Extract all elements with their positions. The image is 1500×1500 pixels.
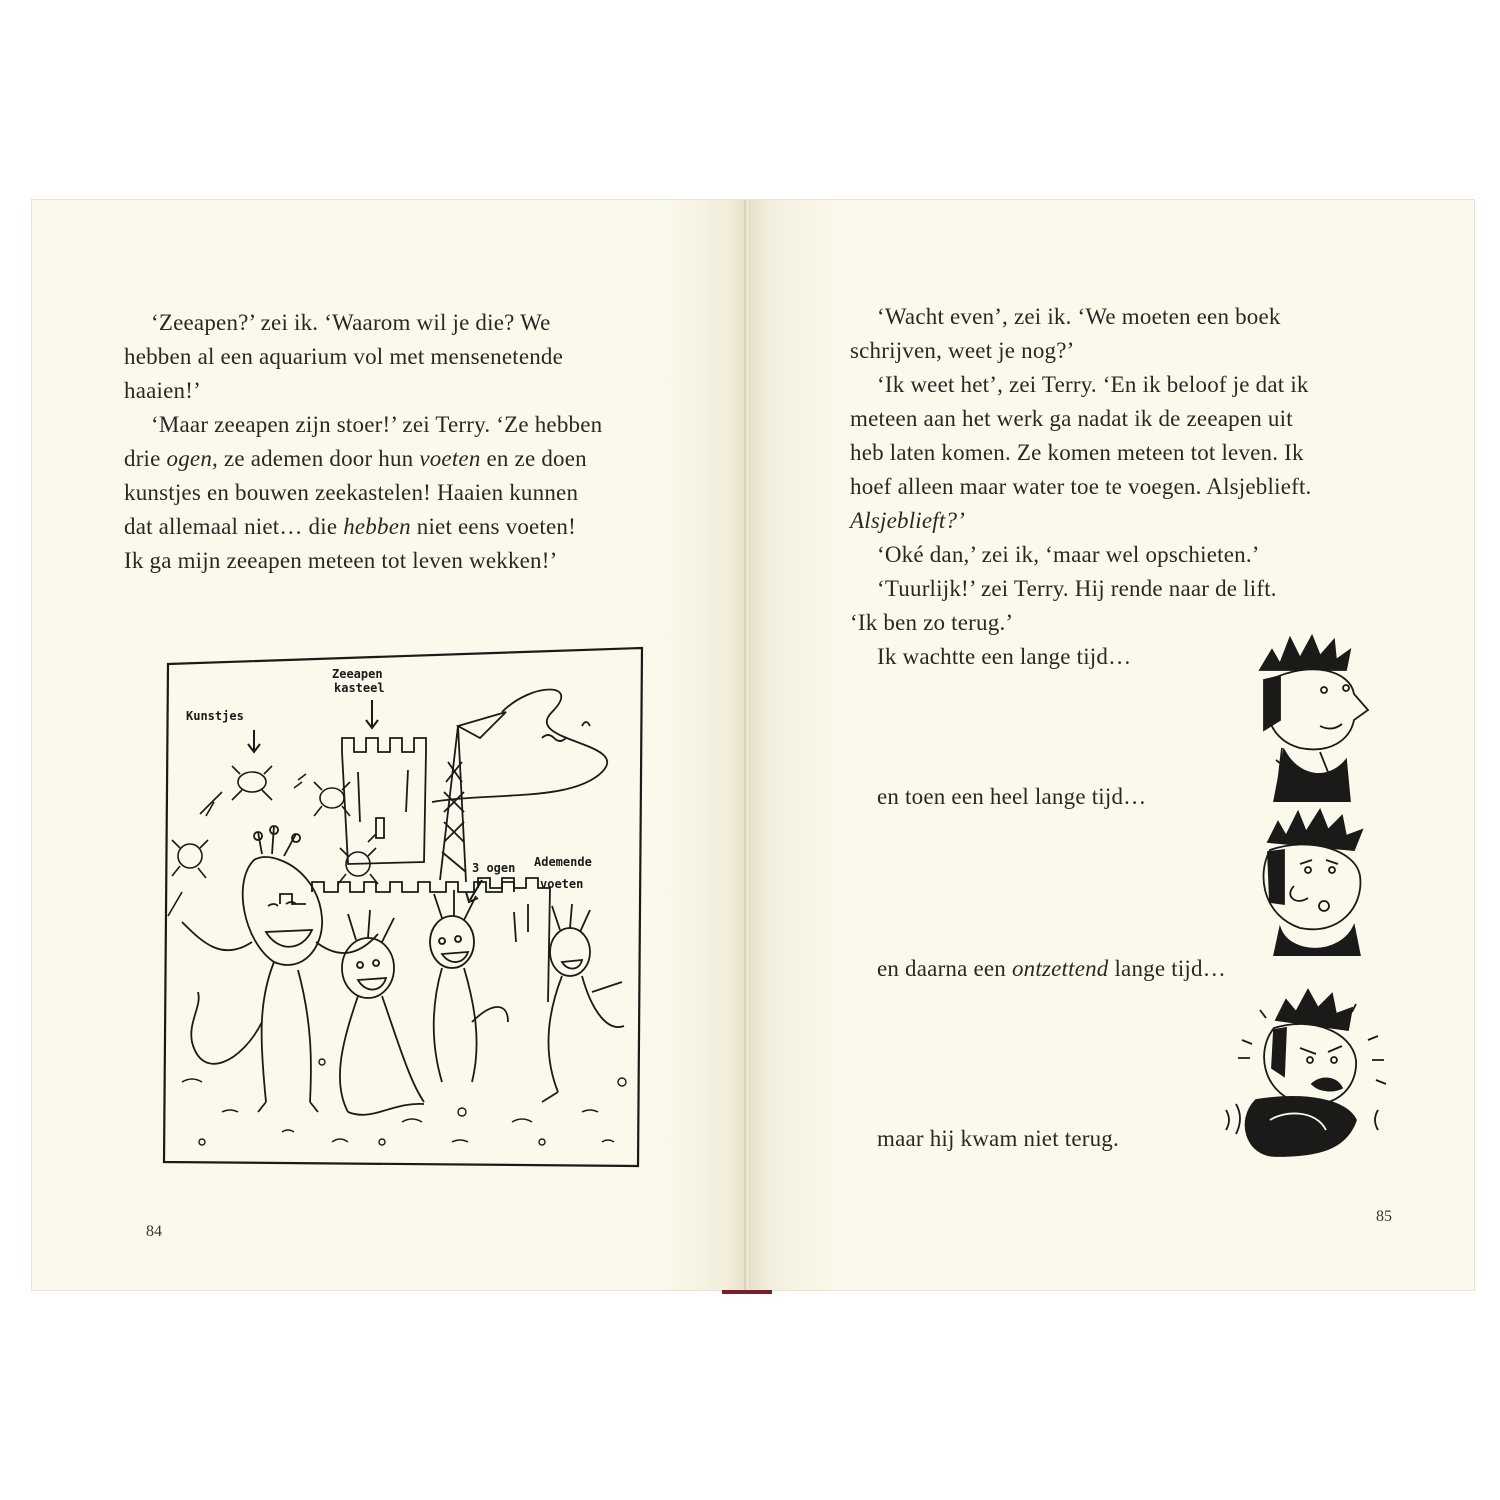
illustration-label: 3 ogen bbox=[472, 861, 516, 875]
sea-monkeys-illustration bbox=[162, 642, 646, 1170]
emphasis-text: ogen, bbox=[166, 446, 218, 471]
spine-edge bbox=[722, 1290, 772, 1294]
emphasis-text: ontzettend bbox=[1011, 956, 1109, 981]
terry-calm-face bbox=[1250, 630, 1380, 802]
text-line bbox=[124, 510, 602, 544]
text-run: lange tijd… bbox=[1108, 956, 1226, 981]
page-number: 85 bbox=[1376, 1208, 1392, 1225]
text-run: drie bbox=[124, 446, 167, 471]
text-line: maar hij kwam niet terug. bbox=[877, 1126, 1119, 1151]
right-page bbox=[750, 200, 1474, 1290]
text-line: kunstjes en bouwen zeekastelen! Haaien kunnen bbox=[124, 480, 579, 505]
text-line: haaien!’ bbox=[124, 378, 201, 403]
illustration-drawing bbox=[162, 642, 646, 1170]
ending-line bbox=[877, 1122, 1119, 1156]
illustration-label: kasteel bbox=[334, 681, 385, 695]
text-run: en daarna een bbox=[877, 956, 1012, 981]
text-line: meteen aan het werk ga nadat ik de zeeapen uit bbox=[850, 406, 1293, 431]
emphasis-text: voeten bbox=[419, 446, 481, 471]
terry-furious-face bbox=[1216, 980, 1396, 1160]
text-run: en ze doen bbox=[480, 446, 587, 471]
page-number: 84 bbox=[146, 1223, 162, 1240]
illustration-label: voeten bbox=[540, 877, 584, 891]
text-line: Alsjeblieft?’ bbox=[850, 508, 966, 533]
text-line: ‘Ik ben zo terug.’ bbox=[850, 610, 1014, 635]
text-run: dat allemaal niet… die bbox=[124, 514, 344, 539]
text-line: ‘Tuurlijk!’ zei Terry. Hij rende naar de lift. bbox=[877, 576, 1277, 601]
illustration-label: Kunstjes bbox=[186, 709, 244, 723]
text-line: ‘Oké dan,’ zei ik, ‘maar wel opschieten.’ bbox=[877, 542, 1260, 567]
text-line: schrijven, weet je nog?’ bbox=[850, 338, 1075, 363]
text-line: en toen een heel lange tijd… bbox=[877, 784, 1147, 809]
terry-impatient-face bbox=[1250, 806, 1380, 956]
wait-line-2 bbox=[877, 780, 1146, 814]
emphasis-text: hebben bbox=[343, 514, 411, 539]
text-line: hebben al een aquarium vol met mensenetende bbox=[124, 344, 564, 369]
text-line: ‘Wacht even’, zei ik. ‘We moeten een boek bbox=[877, 304, 1281, 329]
paragraph-1 bbox=[124, 306, 563, 408]
text-line: ‘Ik weet het’, zei Terry. ‘En ik beloof je dat ik bbox=[877, 372, 1309, 397]
text-line bbox=[124, 442, 602, 476]
text-line: hoef alleen maar water toe te voegen. Alsjeblieft. bbox=[850, 474, 1312, 499]
illustration-label: Ademende bbox=[534, 855, 592, 869]
text-line: ‘Zeeapen?’ zei ik. ‘Waarom wil je die? We bbox=[151, 310, 551, 335]
book-spread bbox=[32, 200, 1474, 1290]
wait-line-3 bbox=[877, 952, 1226, 986]
left-page bbox=[32, 200, 749, 1290]
text-run: ze ademen door hun bbox=[217, 446, 420, 471]
text-line: Ik ga mijn zeeapen meteen tot leven wekken!’ bbox=[124, 548, 558, 573]
text-line: heb laten komen. Ze komen meteen tot leven. Ik bbox=[850, 440, 1304, 465]
illustration-label: Zeeapen bbox=[332, 667, 383, 681]
paragraph-2 bbox=[124, 408, 602, 578]
text-line: Ik wachtte een lange tijd… bbox=[877, 644, 1132, 669]
right-text-block bbox=[850, 300, 1312, 674]
text-line: ‘Maar zeeapen zijn stoer!’ zei Terry. ‘Ze hebben bbox=[151, 412, 603, 437]
text-line bbox=[877, 952, 1226, 986]
text-run: niet eens voeten! bbox=[410, 514, 576, 539]
